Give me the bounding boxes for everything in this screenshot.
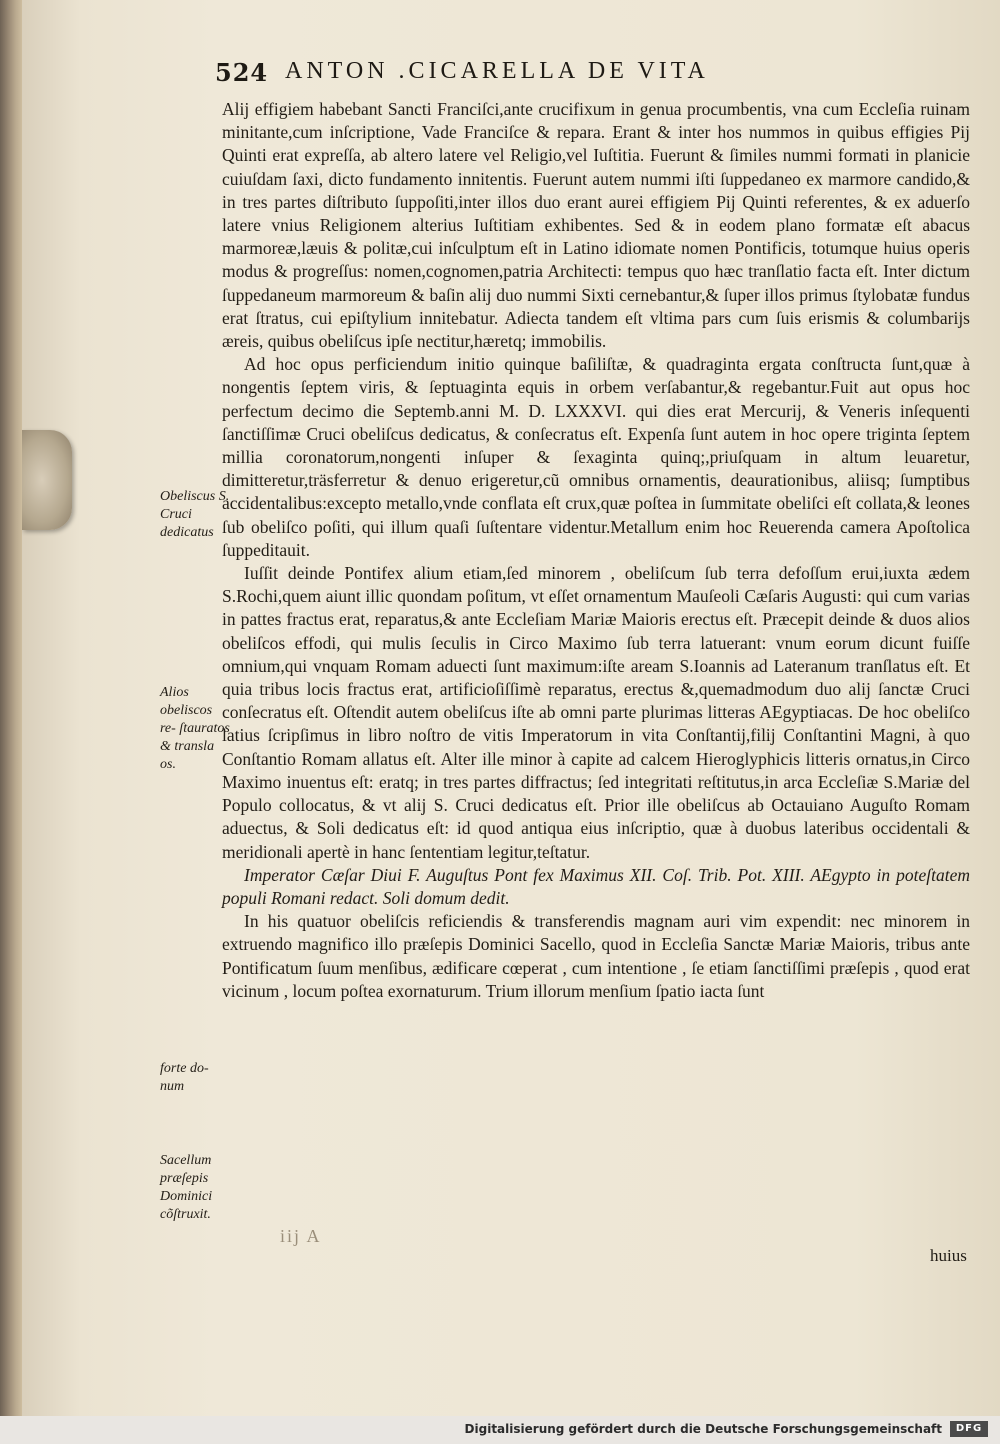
marginal-note-alios: Alios obeliscos re- ſtauratos & transla os. [160,685,230,772]
book-clasp [22,430,72,530]
paragraph: Alij effigiem habebant Sancti Franciſci,ante crucifixum in genua procumbentis, vna cum Eccleſia ruinam minitante,cum inſcriptione, Vade Franciſce & repara. Erant & inter hos nummos in quibus effigies Pij Quinti erat expreſſa, ab altero latere vel Religio,vel Iuſtitia. Fuerunt & ſimiles nummi formati in planicie cuiuſdam ſaxi, dicto fundamento innitentis. Fuerunt autem nummi iſti ſuppedaneo ex marmore candido,& in tres partes diſtributo ſuppoſiti,inter illos duo erant aurei effigiem Pij Quinti referentes, & ex aduerſo latere vnius Religionem alterius Iuſtitiam exhibentes. Sed & in eodem plano formatæ eſt abacus marmoreæ,læuis & politæ,cui inſculptum eſt in Latino idiomate nomen Pontificis, totumque huius operis modus & progreſſus: nomen,cognomen,patria Architecti: tempus quo hæc tranſlatio facta eſt. Inter dictum ſuppedaneum marmoreum & baſin alij duo nummi Sixti cernebantur,& ſuper illos primus ſtylobatæ fundus erat ſtratus, cui epiſtylium innitebatur. Adiecta tandem eſt vltima pars cum ſuis erismis & columbarijs æreis, quibus obeliſcus ipſe nectitur,hæretq; immobilis. [222,99,970,352]
footer-credit: Digitalisierung gefördert durch die Deutsche Forschungsgemeinschaft [464,1422,942,1436]
catchword: huius [930,1246,967,1265]
marginal-note-obeliscus: Obeliscus S. Cruci dedicatus [160,489,230,540]
running-head: ANTON .CICARELLA DE VITA [285,58,709,84]
page-number: 524 [215,58,269,87]
footer-strip [0,1416,1000,1444]
page-header [215,58,855,98]
inscription-quote: Imperator Cæſar Diui F. Auguſtus Pont fex Maximus XII. Coſ. Trib. Pot. XIII. AEgypto in poteſtatem populi Romani redact. Soli domum dedit. [222,864,970,908]
paragraph: Iuſſit deinde Pontifex alium etiam,ſed minorem , obeliſcum ſub terra defoſſum erui,iuxta ædem S.Rochi,quem aiunt illic quondam poſitum, vt eſſet ornamentum Mauſeoli Cæſaris Augusti: qui cum varias in pattes fractus erat, reparatus,& ante Eccleſiam Mariæ Maioris erectus eſt. Præcepit deinde & duos alios obeliſcos effodi, qui mulis ſeculis in Circo Maximo ſub terra latuerant: vnum eorum dicunt fuiſſe omnium,qui vnquam Romam aduecti ſunt maximum:iſte aream S.Ioannis ad Lateranum tranſlatus eſt. Et quia tribus locis fractus erat, artificioſiſſimè reparatus, erectus &,quemadmodum duo alij ſanctæ Cruci conſecratus eſt. Oſtendit autem obeliſcus iſte ab omni parte plurimas litteras AEgyptiacas. De hoc obeliſco latius ſcripſimus in libro noſtro de vitis Imperatorum in vita Conſtantij,filij Conſtantini Magni, à quo Conſtantio Romam allatus eſt. Alter ille minor à capite ad calcem Hieroglyphicis litteris ornatus,in Circo Maximo inuentus eſt: eratq; in tres partes diffractus; ſed integritati reſtitutus,in arca Eccleſiæ S.Mariæ del Populo collocatus, & vt alij S. Cruci dedicatus eſt. Prior ille obeliſcus ab Octauiano Auguſto Romam aduectus, & Soli dedicatus eſt: id quod antiqua eius inſcriptio, quæ à duobus lateribus occidentali & meridionali apertè in hanc ſententiam legitur,teſtatur. [222,563,970,862]
marginal-note-sacellum: Sacellum præſepis Dominici cõſtruxit. [160,1153,213,1222]
paragraph: Ad hoc opus perficiendum initio quinque baſiliſtæ, & quadraginta ergata conſtructa ſunt,quæ à nongentis ſeptem viris, & ſeptuaginta equis in orbem verſabantur,& regebantur.Fuit aut opus hoc perfectum decimo die Septemb.anni M. D. LXXXVI. qui dies erat Mercurij, & Veneris inſequenti ſanctiſſimæ Cruci obeliſcus dedicatus, & conſecratus eſt. Expenſa ſunt autem in hoc opere triginta ſeptem millia coronatorum,nongenti inſuper & ſexaginta quinq;,priuſquam in altum leuaretur, dimitteretur,träsferretur & denuo erigeretur,cũ omnibus ornamentis, deaurationibus, aliisq; ſumptibus accidentalibus:excepto metallo,vnde conflata eſt crux,quæ poſtea in ſummitate obeliſci eſt collata,& leones ſub obeliſco poſiti, qui illum quaſi ſuſtentare videntur.Metallum enim hoc Reuerenda camera Apoſtolica ſuppeditauit. [222,354,970,560]
book-edge [0,0,22,1416]
body-text [222,98,970,1003]
paragraph: In his quatuor obeliſcis reficiendis & transferendis magnam auri vim expendit: nec minorem in extruendo magnifico illo præſepis Dominici Sacello, quod in Eccleſia Sanctæ Mariæ Maioris, tribus ante Pontificatum ſuum menſibus, ædificare cœperat , cum intentione , ſe etiam ſanctiſſimi præſepis , quod erat vicinum , locum poſtea exornaturum. Trium illorum menſium ſpatio iacta ſunt [222,911,970,1001]
dfg-logo-icon: DFG [950,1421,988,1437]
signature-mark: iij A [280,1226,322,1246]
marginal-note-forte: forte do- num [160,1061,209,1094]
